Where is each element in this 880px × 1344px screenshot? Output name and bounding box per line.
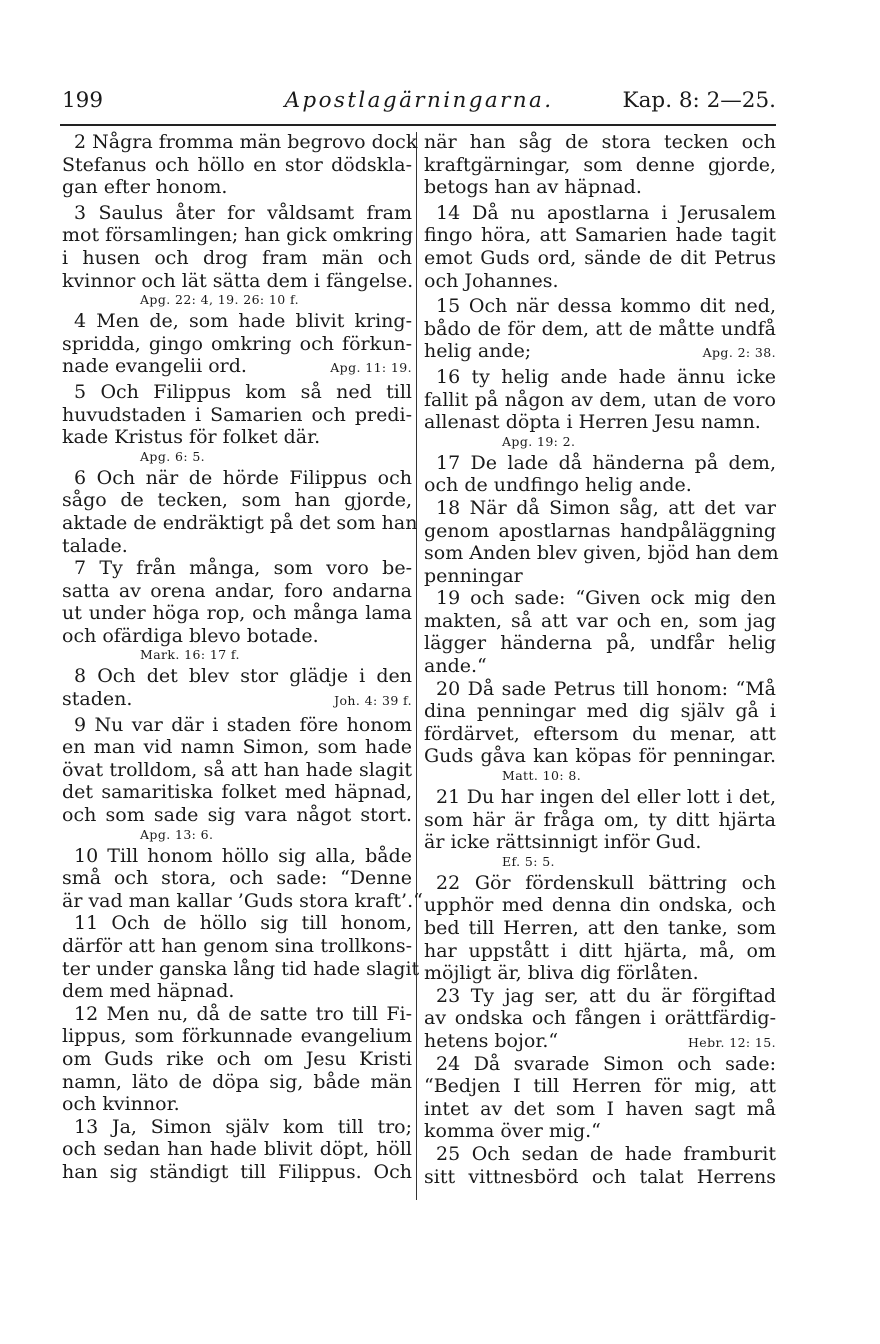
verse-3 <box>62 202 412 307</box>
text-line: fördärvet, eftersom du menar, att <box>424 722 776 745</box>
text-line: kraftgärningar, som denne gjorde, <box>424 153 776 176</box>
text-line: är vad man kallar ’Guds stora kraft’.“ <box>62 889 423 912</box>
text-line: betogs han av häpnad. <box>424 176 642 199</box>
text-line: upphör med denna din ondska, och <box>424 894 776 917</box>
text-line: i husen och drog fram män och <box>62 246 412 269</box>
text-line: 5 Och Filippus kom så ned till <box>74 380 412 403</box>
verse-2 <box>62 131 418 199</box>
text-line: en man vid namn Simon, som hade <box>62 736 412 759</box>
verse-13-continued <box>424 131 776 199</box>
text-line: fallit på någon av dem, utan de voro <box>424 388 776 411</box>
text-line: 2 Några fromma män begrovo dock <box>74 131 418 153</box>
text-line: komma över mig.“ <box>424 1120 601 1143</box>
text-line: 3 Saulus åter for våldsamt fram <box>74 201 412 224</box>
verse-7 <box>62 557 412 662</box>
verse-19 <box>424 587 776 677</box>
text-line: gan efter honom. <box>62 176 228 199</box>
cross-reference: Apg. 13: 6. <box>140 826 214 842</box>
text-line: penningar <box>424 564 523 587</box>
text-line: som Anden blev given, bjöd han dem <box>424 542 779 565</box>
verse-5 <box>62 381 412 464</box>
text-line: Guds gåva kan köpas för penningar. <box>424 745 776 768</box>
text-line: Stefanus och höllo en stor dödskla- <box>62 153 412 176</box>
text-line: lägger händerna på, undfår helig <box>424 632 776 655</box>
text-line: emot Guds ord, sände de dit Petrus <box>424 246 776 269</box>
text-line: genom apostlarnas handpåläggning <box>424 519 776 542</box>
text-line: ande.“ <box>424 655 487 678</box>
text-line: dem med häpnad. <box>62 980 235 1003</box>
text-line: sitt vittnesbörd och talat Herrens <box>424 1165 776 1188</box>
text-line: 19 och sade: “Given ock mig den <box>436 587 776 610</box>
text-line: 16 ty helig ande hade ännu icke <box>436 365 776 388</box>
text-line: huvudstaden i Samarien och predi- <box>62 403 412 426</box>
text-line: kade Kristus för folket där. <box>62 426 321 449</box>
text-line: och sedan han hade blivit döpt, höll <box>62 1138 412 1161</box>
cross-reference: Apg. 22: 4, 19. 26: 10 f. <box>140 292 299 308</box>
text-line: ut under höga rop, och många lama <box>62 602 412 625</box>
text-line: små och stora, och sade: “Denne <box>62 867 412 890</box>
text-line: sågo de tecken, som han gjorde, <box>62 489 412 512</box>
text-line: hetens bojor.“ <box>424 1029 559 1052</box>
text-line: intet av det som I haven sagt må <box>424 1097 776 1120</box>
text-line: 22 Gör fördenskull bättring och <box>436 871 776 894</box>
column-divider <box>416 132 417 1200</box>
chapter-reference: Kap. 8: 2—25. <box>622 88 776 113</box>
cross-reference: Mark. 16: 17 f. <box>140 647 240 663</box>
text-line: nade evangelii ord. <box>62 355 247 378</box>
verse-9 <box>62 714 412 842</box>
text-line: 14 Då nu apostlarna i Jerusalem <box>436 201 776 224</box>
text-line: helig ande; <box>424 340 532 363</box>
cross-reference: Joh. 4: 39 f. <box>334 693 412 709</box>
header-rule <box>60 124 776 126</box>
text-line: därför att han genom sina trollkons- <box>62 935 412 957</box>
text-line: 23 Ty jag ser, att du är förgiftad <box>436 984 776 1007</box>
cross-reference: Apg. 19: 2. <box>502 433 576 449</box>
text-line: allenast döpta i Herren Jesu namn. <box>424 411 761 434</box>
verse-14 <box>424 202 776 292</box>
text-line: 18 När då Simon såg, att det var <box>436 496 776 519</box>
cross-reference: Ef. 5: 5. <box>502 853 555 869</box>
text-line: spridda, gingo omkring och förkun- <box>62 332 412 355</box>
text-line: 6 Och när de hörde Filippus och <box>74 466 412 489</box>
running-title: Apostlagärningarna. <box>284 88 554 113</box>
left-column <box>62 131 423 1184</box>
text-line: är icke rättsinnigt inför Gud. <box>424 831 702 854</box>
text-line: 17 De lade då händerna på dem, <box>436 451 776 474</box>
verse-18 <box>424 496 779 587</box>
verse-6 <box>62 466 418 557</box>
text-line: och Johannes. <box>424 269 559 292</box>
verse-11 <box>62 912 420 1003</box>
text-line: aktade de endräktigt på det som han <box>62 511 418 534</box>
text-line: lippus, som förkunnade evangelium <box>62 1025 412 1048</box>
verse-25 <box>424 1143 776 1188</box>
text-line: “Bedjen I till Herren för mig, att <box>424 1075 776 1098</box>
text-line: och som sade sig vara något stort. <box>62 804 412 827</box>
text-line: 15 Och när dessa kommo dit ned, <box>436 295 776 318</box>
verse-8 <box>62 665 412 710</box>
page-number: 199 <box>62 88 104 113</box>
page-header <box>62 88 776 122</box>
text-line: och de undfingo helig ande. <box>424 474 692 497</box>
text-line: staden. <box>62 688 133 711</box>
text-line: 10 Till honom höllo sig alla, både <box>74 844 412 867</box>
text-line: fingo höra, att Samarien hade tagit <box>424 224 776 247</box>
cross-reference: Apg. 11: 19. <box>330 360 412 376</box>
text-line: kvinnor och lät sätta dem i fängelse. <box>62 269 414 292</box>
verse-10 <box>62 844 423 913</box>
verse-13 <box>62 1116 412 1184</box>
text-line: bådo de för dem, att de måtte undfå <box>424 317 776 340</box>
verse-23 <box>424 985 776 1053</box>
verse-24 <box>424 1053 776 1143</box>
verse-16 <box>424 366 776 449</box>
text-line: 4 Men de, som hade blivit kring- <box>74 310 412 333</box>
text-line: han sig ständigt till Filippus. Och <box>62 1160 412 1183</box>
text-line: 25 Och sedan de hade framburit <box>436 1142 776 1165</box>
text-line: 13 Ja, Simon själv kom till tro; <box>74 1115 412 1138</box>
text-line: 20 Då sade Petrus till honom: “Må <box>436 677 776 700</box>
text-line: satta av orena andar, foro andarna <box>62 579 412 602</box>
right-column <box>424 131 779 1188</box>
text-line: namn, läto de döpa sig, både män <box>62 1070 412 1093</box>
text-line: talade. <box>62 534 128 557</box>
cross-reference: Matt. 10: 8. <box>502 768 582 784</box>
text-line: mot församlingen; han gick omkring <box>62 224 414 247</box>
verse-12 <box>62 1003 412 1116</box>
cross-reference: Apg. 6: 5. <box>140 448 206 464</box>
text-line: av ondska och fången i orättfärdig- <box>424 1007 776 1030</box>
text-line: dina penningar med dig själv gå i <box>424 700 776 723</box>
verse-21 <box>424 786 776 869</box>
text-line: bed till Herren, att den tanke, som <box>424 917 776 939</box>
verse-20 <box>424 678 776 783</box>
text-line: som här är fråga om, ty ditt hjärta <box>424 808 776 831</box>
text-line: övat trolldom, så att han hade slagit <box>62 758 412 781</box>
text-line: 12 Men nu, då de satte tro till Fi- <box>74 1002 412 1025</box>
text-line: och kvinnor. <box>62 1093 180 1116</box>
verse-15 <box>424 295 776 363</box>
text-line: om Guds rike och om Jesu Kristi <box>62 1047 412 1070</box>
cross-reference: Apg. 2: 38. <box>702 345 776 361</box>
text-line: 24 Då svarade Simon och sade: <box>436 1052 776 1075</box>
text-line: möjligt är, bliva dig förlåten. <box>424 962 699 985</box>
text-line: 8 Och det blev stor glädje i den <box>74 665 412 688</box>
verse-22 <box>424 872 776 985</box>
text-line: ter under ganska lång tid hade slagit <box>62 957 420 980</box>
text-line: 11 Och de höllo sig till honom, <box>74 912 412 935</box>
text-line: makten, så att var och en, som jag <box>424 609 776 632</box>
text-line: när han såg de stora tecken och <box>424 131 776 153</box>
verse-17 <box>424 452 776 497</box>
text-line: 9 Nu var där i staden före honom <box>74 713 412 736</box>
text-line: har uppstått i ditt hjärta, må, om <box>424 939 776 962</box>
text-line: 7 Ty från många, som voro be- <box>74 557 412 580</box>
cross-reference: Hebr. 12: 15. <box>687 1034 776 1050</box>
text-line: 21 Du har ingen del eller lott i det, <box>436 786 776 809</box>
text-line: och ofärdiga blevo botade. <box>62 624 319 647</box>
verse-4 <box>62 310 412 378</box>
text-line: det samaritiska folket med häpnad, <box>62 781 412 804</box>
